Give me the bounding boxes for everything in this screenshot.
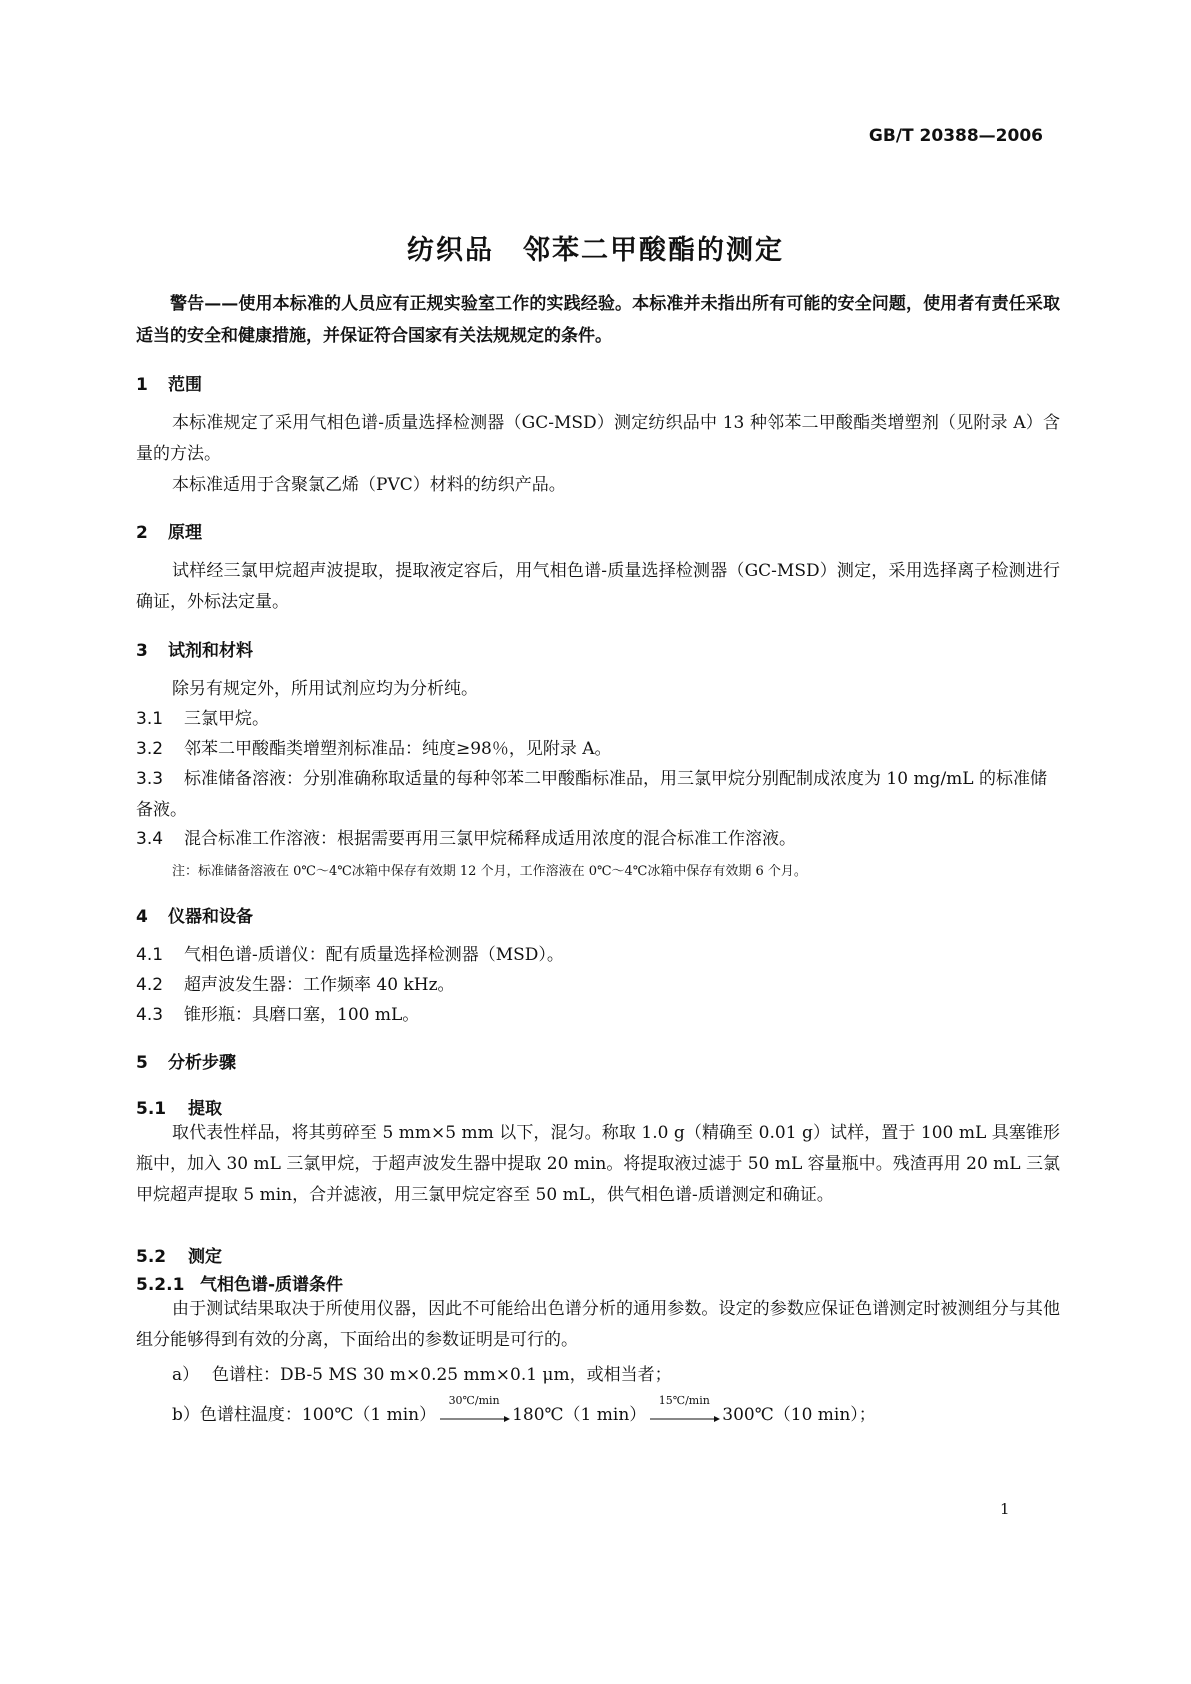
- section-4-heading: [136, 902, 253, 927]
- ramp-arrow-1: [438, 1393, 510, 1426]
- section-5-2-1-paragraph: 由于测试结果取决于所使用仪器，因此不可能给出色谱分析的通用参数。设定的参数应保证色谱测定时被测组分与其他组分能够得到有效的分离，下面给出的参数证明是可行的。: [136, 1299, 1060, 1350]
- section-1-heading: [136, 370, 202, 395]
- section-5-1-paragraph: 取代表性样品，将其剪碎至 5 mm×5 mm 以下，混匀。称取 1.0 g（精确至 0.01 g）试样，置于 100 mL 具塞锥形瓶中，加入 30 mL 三氯甲烷，于超声波发生器中提取 20 min。将提取液过滤于 50 mL 容量瓶中。残渣再用 20 mL 三氯甲烷超声提取 5 min，合并滤液，用三氯甲烷定容至 50 mL，供气相色谱-质谱测定和确证。: [136, 1123, 1060, 1205]
- section-number: 5.2: [136, 1247, 167, 1267]
- clause-4-2: [136, 970, 1060, 1001]
- clause-3-4: [136, 824, 1060, 855]
- clause-number: 3.1: [136, 709, 164, 729]
- clause-number: 3.4: [136, 829, 164, 849]
- clause-number: 4.3: [136, 1005, 164, 1025]
- section-5-2-1-heading: [136, 1270, 343, 1295]
- clause-text: 邻苯二甲酸酯类增塑剂标准品：纯度≥98％，见附录 A。: [184, 739, 612, 759]
- clause-text: 混合标准工作溶液：根据需要再用三氯甲烷稀释成适用浓度的混合标准工作溶液。: [184, 829, 796, 849]
- section-2-heading: [136, 518, 202, 543]
- ramp-rate-2: 15℃/min: [658, 1393, 710, 1407]
- section-title: 气相色谱-质谱条件: [200, 1275, 344, 1295]
- section-title: 范围: [168, 375, 202, 395]
- section-number: 5.1: [136, 1099, 167, 1119]
- document-title: 纺织品 邻苯二甲酸酯的测定: [407, 235, 784, 266]
- section-number: 5.2.1: [136, 1275, 185, 1295]
- clause-number: 3.2: [136, 739, 164, 759]
- arrow-right-icon: [438, 1415, 510, 1423]
- section-number: 1: [136, 375, 148, 395]
- clause-4-3: [136, 1000, 1060, 1031]
- clause-4-1: [136, 940, 1060, 971]
- clause-3-2: [136, 734, 1060, 765]
- section-2-paragraph-1: 试样经三氯甲烷超声波提取，提取液定容后，用气相色谱-质量选择检测器（GC-MSD）测定，采用选择离子检测进行确证，外标法定量。: [136, 561, 1060, 612]
- temperature-2: 180℃（1 min）: [512, 1405, 647, 1425]
- warning-paragraph: 警告——使用本标准的人员应有正规实验室工作的实践经验。本标准并未指出所有可能的安全问题，使用者有责任采取适当的安全和健康措施，并保证符合国家有关法规规定的条件。: [136, 294, 1060, 346]
- page-number: 1: [1000, 1500, 1010, 1518]
- section-5-1-heading: [136, 1094, 222, 1119]
- clause-text: 超声波发生器：工作频率 40 kHz。: [184, 975, 455, 995]
- section-number: 3: [136, 641, 148, 661]
- clause-number: 4.1: [136, 945, 164, 965]
- section-3-note: 注：标准储备溶液在 0℃～4℃冰箱中保存有效期 12 个月，工作溶液在 0℃～4℃冰箱中保存有效期 6 个月。: [172, 864, 807, 879]
- clause-text: 气相色谱-质谱仪：配有质量选择检测器（MSD）。: [184, 945, 564, 965]
- section-number: 2: [136, 523, 148, 543]
- section-1-paragraph-1: 本标准规定了采用气相色谱-质量选择检测器（GC-MSD）测定纺织品中 13 种邻苯二甲酸酯类增塑剂（见附录 A）含量的方法。: [136, 413, 1060, 464]
- section-number: 4: [136, 907, 148, 927]
- clause-number: 4.2: [136, 975, 164, 995]
- section-5-heading: [136, 1048, 236, 1073]
- list-text: 色谱柱：DB-5 MS 30 m×0.25 mm×0.1 μm，或相当者；: [212, 1365, 672, 1385]
- section-1-paragraph-2: 本标准适用于含聚氯乙烯（PVC）材料的纺织产品。: [172, 475, 566, 495]
- section-3-heading: [136, 636, 253, 661]
- ramp-arrow-2: [648, 1393, 720, 1426]
- clause-3-1: [136, 704, 1060, 735]
- clause-text: 标准储备溶液：分别准确称取适量的每种邻苯二甲酸酯标准品，用三氯甲烷分别配制成浓度为 10 mg/mL 的标准储备液。: [136, 769, 1047, 820]
- section-5-2-heading: [136, 1242, 222, 1267]
- list-item-b: [172, 1393, 876, 1426]
- clause-text: 锥形瓶：具磨口塞，100 mL。: [184, 1005, 420, 1025]
- section-title: 试剂和材料: [168, 641, 253, 661]
- arrow-right-icon: [648, 1415, 720, 1423]
- list-label: b）: [172, 1405, 200, 1425]
- clause-3-3: [136, 764, 1060, 826]
- temperature-3: 300℃（10 min）；: [722, 1405, 876, 1425]
- clause-number: 3.3: [136, 769, 164, 789]
- list-label: a）: [172, 1365, 200, 1385]
- section-title: 仪器和设备: [168, 907, 253, 927]
- section-title: 原理: [168, 523, 202, 543]
- temperature-1: 100℃（1 min）: [301, 1405, 437, 1425]
- list-text-prefix: 色谱柱温度：: [199, 1405, 302, 1425]
- section-number: 5: [136, 1053, 148, 1073]
- section-title: 测定: [188, 1247, 222, 1267]
- section-title: 分析步骤: [168, 1053, 236, 1073]
- section-title: 提取: [188, 1099, 222, 1119]
- ramp-rate-1: 30℃/min: [448, 1393, 500, 1407]
- clause-text: 三氯甲烷。: [184, 709, 269, 729]
- standard-number: GB/T 20388—2006: [868, 126, 1043, 146]
- section-3-paragraph-1: 除另有规定外，所用试剂应均为分析纯。: [172, 679, 478, 699]
- list-item-a: [172, 1360, 672, 1385]
